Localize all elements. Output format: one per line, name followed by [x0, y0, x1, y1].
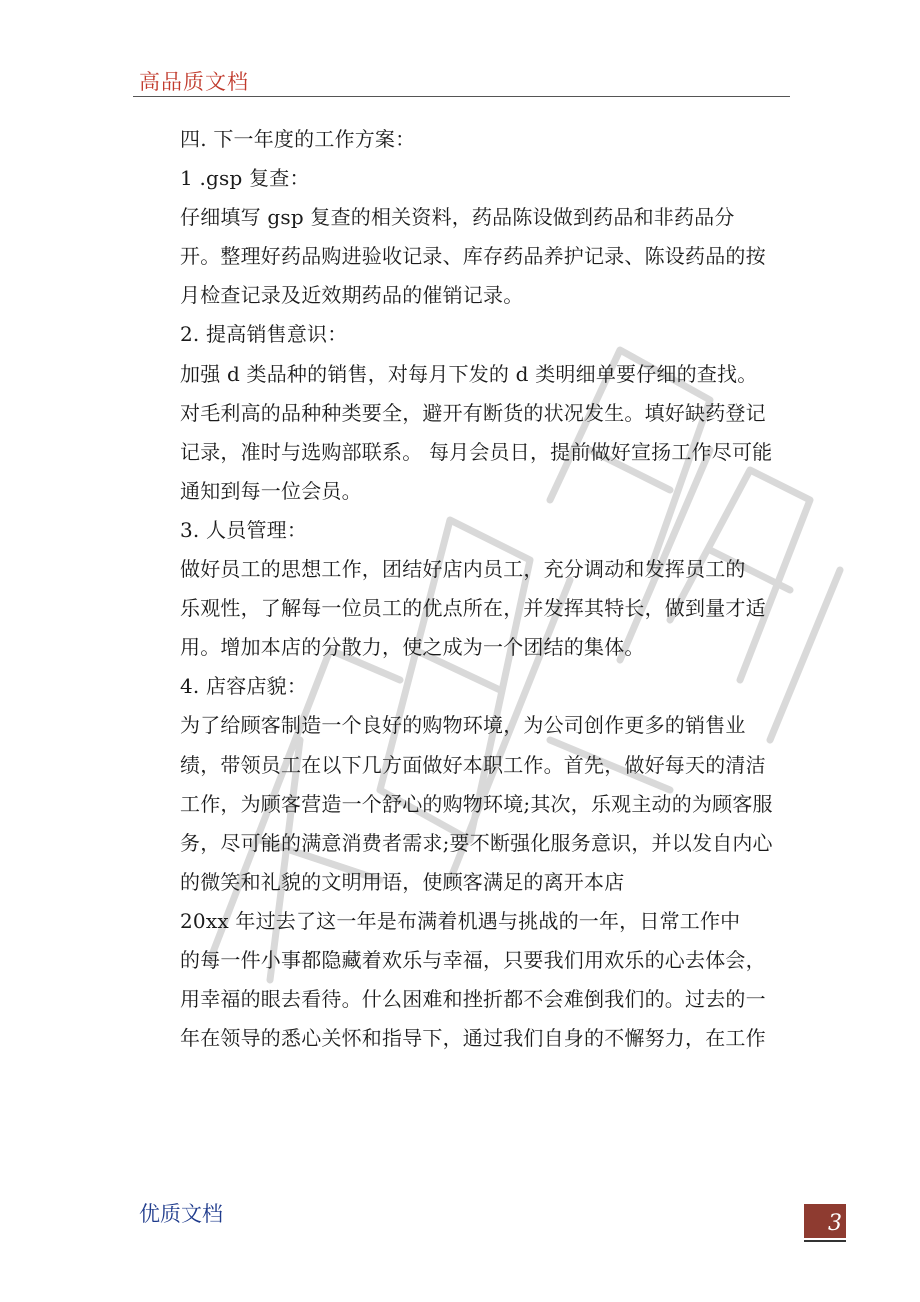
text-line: 月检查记录及近效期药品的催销记录。: [180, 283, 524, 308]
paragraph: [139, 159, 799, 198]
paragraph: [139, 550, 799, 667]
text-line: 20xx 年过去了这一年是布满着机遇与挑战的一年，日常工作中: [180, 908, 741, 933]
paragraph: [139, 198, 799, 315]
text-line: 记录，准时与选购部联系。 每月会员日，提前做好宣扬工作尽可能: [180, 439, 773, 464]
text-line: 用。增加本店的分散力，使之成为一个团结的集体。: [180, 635, 645, 660]
text-line: 4. 店容店貌：: [180, 674, 308, 699]
text-line: 开。整理好药品购进验收记录、库存药品养护记录、陈设药品的按: [180, 244, 766, 269]
paragraph: [139, 511, 799, 550]
header-title: 高品质文档: [139, 70, 249, 94]
text-line: 工作，为顾客营造一个舒心的购物环境;其次，乐观主动的为顾客服: [180, 791, 773, 816]
page-number-badge: [804, 1204, 846, 1238]
text-line: 年在领导的悉心关怀和指导下，通过我们自身的不懈努力，在工作: [180, 1026, 766, 1051]
paragraph: [139, 315, 799, 354]
text-line: 1 .gsp 复查：: [180, 166, 310, 191]
document-body: [139, 120, 799, 1058]
paragraph: [139, 355, 799, 511]
header-divider: [133, 96, 790, 97]
text-line: 务，尽可能的满意消费者需求;要不断强化服务意识，并以发自内心: [180, 830, 773, 855]
text-line: 加强 d 类品种的销售，对每月下发的 d 类明细单要仔细的查找。: [180, 361, 758, 386]
text-line: 2. 提高销售意识：: [180, 322, 348, 347]
text-line: 3. 人员管理：: [180, 517, 308, 542]
text-line: 的每一件小事都隐藏着欢乐与幸福，只要我们用欢乐的心去体会，: [180, 947, 766, 972]
text-line: 对毛利高的品种种类要全，避开有断货的状况发生。填好缺药登记: [180, 400, 766, 425]
paragraph: [139, 667, 799, 706]
text-line: 做好员工的思想工作，团结好店内员工，充分调动和发挥员工的: [180, 557, 746, 582]
footer-divider: [804, 1240, 846, 1242]
text-line: 四. 下一年度的工作方案：: [180, 127, 416, 151]
text-line: 乐观性，了解每一位员工的优点所在，并发挥其特长，做到量才适: [180, 596, 766, 621]
page-number: 3: [828, 1211, 842, 1236]
paragraph: [139, 902, 799, 1058]
text-line: 的微笑和礼貌的文明用语，使顾客满足的离开本店: [180, 869, 625, 894]
footer-title: 优质文档: [139, 1202, 223, 1226]
paragraph: [139, 706, 799, 901]
text-line: 为了给顾客制造一个良好的购物环境，为公司创作更多的销售业: [180, 713, 746, 738]
text-line: 用幸福的眼去看待。什么困难和挫折都不会难倒我们的。过去的一: [180, 987, 766, 1012]
text-line: 仔细填写 gsp 复查的相关资料，药品陈设做到药品和非药品分: [180, 205, 735, 230]
paragraph: [139, 120, 799, 159]
text-line: 通知到每一位会员。: [180, 478, 362, 503]
text-line: 绩，带领员工在以下几方面做好本职工作。首先，做好每天的清洁: [180, 752, 766, 777]
